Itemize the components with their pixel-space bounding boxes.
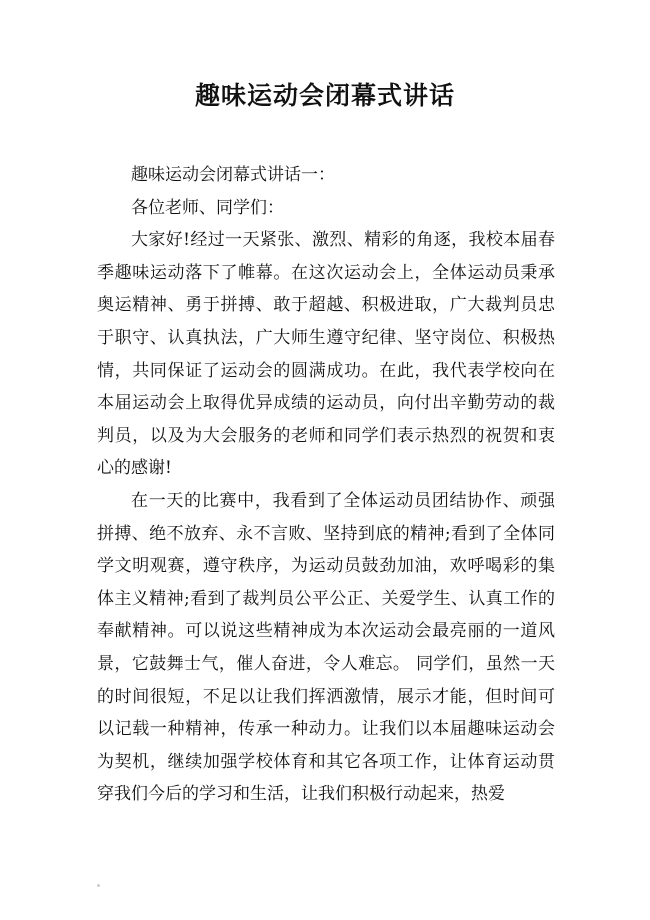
paragraph-1: 大家好!经过一天紧张、激烈、精彩的角逐，我校本届春季趣味运动落下了帷幕。在这次运动会上，全体运动员秉承奥运精神、勇于拼搏、敢于超越、积极进取，广大裁判员忠于职守、认真执法，广大师生遵守纪律、坚守岗位、积极热情，共同保证了运动会的圆满成功。在此，我代表学校向在本届运动会上取得优异成绩的运动员，向付出辛勤劳动的裁判员，以及为大会服务的老师和同学们表示热烈的祝贺和衷心的感谢!: [97, 230, 555, 479]
salutation: 各位老师、同学们：: [131, 197, 284, 218]
document-body: [97, 159, 555, 811]
subheading: 趣味运动会闭幕式讲话一：: [131, 165, 335, 185]
footer-mark: [97, 884, 100, 887]
paragraph-2: 在一天的比赛中，我看到了全体运动员团结协作、顽强拼搏、绝不放弃、永不言败、坚持到底的精神;看到了全体同学文明观赛，遵守秩序，为运动员鼓劲加油，欢呼喝彩的集体主义精神;看到了裁判员公平公正、关爱学生、认真工作的奉献精神。可以说这些精神成为本次运动会最亮丽的一道风景，它鼓舞士气，催人奋进，令人难忘。 同学们，虽然一天的时间很短，不足以让我们挥洒激情，展示才能，但时间可以记载一种精神，传承一种动力。让我们以本届趣味运动会为契机，继续加强学校体育和其它各项工作，让体育运动贯穿我们今后的学习和生活，让我们积极行动起来，热爱: [97, 490, 555, 805]
document-title: 趣味运动会闭幕式讲话: [194, 81, 455, 110]
